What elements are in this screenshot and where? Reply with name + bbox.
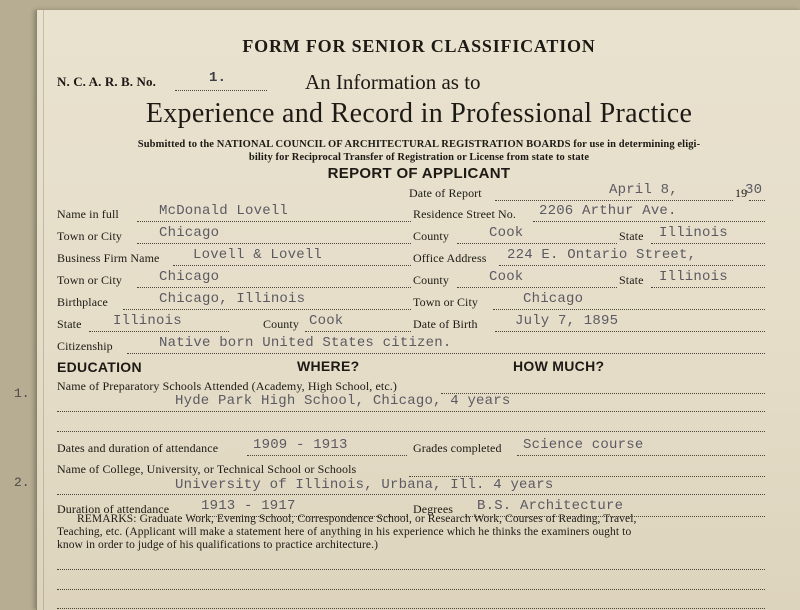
state-value-2: Illinois: [659, 269, 728, 285]
grades-value: Science course: [523, 437, 644, 453]
office-value: 224 E. Ontario Street,: [507, 247, 697, 263]
name-value: McDonald Lovell: [159, 203, 289, 219]
state-value-1: Illinois: [659, 225, 728, 241]
town-label-1: Town or City: [57, 229, 123, 243]
birthplace-value: Chicago, Illinois: [159, 291, 306, 307]
town-value-2: Chicago: [159, 269, 220, 285]
submitted-line-2: bility for Reciprocal Transfer of Registration or License from state to state: [248, 152, 590, 163]
state-value-3: Illinois: [113, 313, 182, 329]
town-label-2: Town or City: [57, 273, 123, 287]
date-year-prefix: 19: [735, 186, 748, 200]
grades-label: Grades completed: [413, 441, 502, 455]
state-label-3: State: [57, 317, 82, 331]
remarks-line-2: Teaching, etc. (Applicant will make a statement here of anything in his experience which he thinks the examiners ought to: [57, 526, 632, 538]
dates-attendance-label: Dates and duration of attendance: [57, 441, 219, 455]
residence-label: Residence Street No.: [413, 207, 516, 221]
name-label: Name in full: [57, 207, 119, 221]
college-value: University of Illinois, Urbana, Ill. 4 years: [175, 477, 554, 493]
date-year-value: 30: [745, 182, 763, 198]
state-label-1: State: [619, 229, 644, 243]
prep-schools-label: Name of Preparatory Schools Attended (Academy, High School, etc.): [57, 379, 397, 393]
county-label-1: County: [413, 229, 449, 243]
college-label: Name of College, University, or Technical School or Schools: [57, 462, 357, 476]
how-much-heading: HOW MUCH?: [513, 358, 605, 374]
margin-number-1: 1.: [14, 386, 30, 401]
town-label-3: Town or City: [413, 295, 479, 309]
citizenship-value: Native born United States citizen.: [159, 335, 452, 351]
state-label-2: State: [619, 273, 644, 287]
residence-value: 2206 Arthur Ave.: [539, 203, 677, 219]
office-label: Office Address: [413, 251, 487, 265]
ncarb-label: N. C. A. R. B. No.: [57, 74, 156, 89]
town-value-1: Chicago: [159, 225, 220, 241]
business-label: Business Firm Name: [57, 251, 160, 265]
ncarb-number: 1.: [209, 70, 227, 86]
where-heading: WHERE?: [297, 358, 360, 374]
degrees-value: B.S. Architecture: [477, 498, 624, 514]
subtitle: An Information as to: [305, 70, 481, 94]
education-heading: EDUCATION: [57, 359, 142, 375]
form-title: FORM FOR SENIOR CLASSIFICATION: [242, 36, 596, 56]
margin-number-2: 2.: [14, 475, 30, 490]
dob-value: July 7, 1895: [515, 313, 619, 329]
date-of-report-label: Date of Report: [409, 186, 482, 200]
county-value-2: Cook: [489, 269, 524, 285]
town-value-3: Chicago: [523, 291, 584, 307]
ncarb-line: [175, 90, 267, 91]
remarks-line-3: know in order to judge of his qualifications to practice architecture.): [57, 539, 379, 551]
remarks-line-1: REMARKS: Graduate Work, Evening School, Correspondence School, or Research Work, Courses of Reading, Travel,: [77, 513, 637, 525]
report-heading: REPORT OF APPLICANT: [327, 165, 511, 182]
duration-value: 1913 - 1917: [201, 498, 296, 514]
dob-label: Date of Birth: [413, 317, 478, 331]
county-label-3: County: [263, 317, 299, 331]
prep-schools-value: Hyde Park High School, Chicago, 4 years: [175, 393, 511, 409]
duration-label: Duration of attendance: [57, 502, 170, 516]
citizenship-label: Citizenship: [57, 339, 113, 353]
county-value-3: Cook: [309, 313, 344, 329]
county-value-1: Cook: [489, 225, 524, 241]
main-title: Experience and Record in Professional Practice: [145, 98, 693, 129]
county-label-2: County: [413, 273, 449, 287]
date-of-report-value: April 8,: [609, 182, 678, 198]
birthplace-label: Birthplace: [57, 295, 108, 309]
form-paper: [36, 10, 800, 610]
degrees-label: Degrees: [413, 502, 454, 516]
business-value: Lovell & Lovell: [193, 247, 323, 263]
submitted-line-1: Submitted to the NATIONAL COUNCIL OF ARCHITECTURAL REGISTRATION BOARDS for use in determining eligi-: [137, 139, 701, 150]
dates-attendance-value: 1909 - 1913: [253, 437, 348, 453]
